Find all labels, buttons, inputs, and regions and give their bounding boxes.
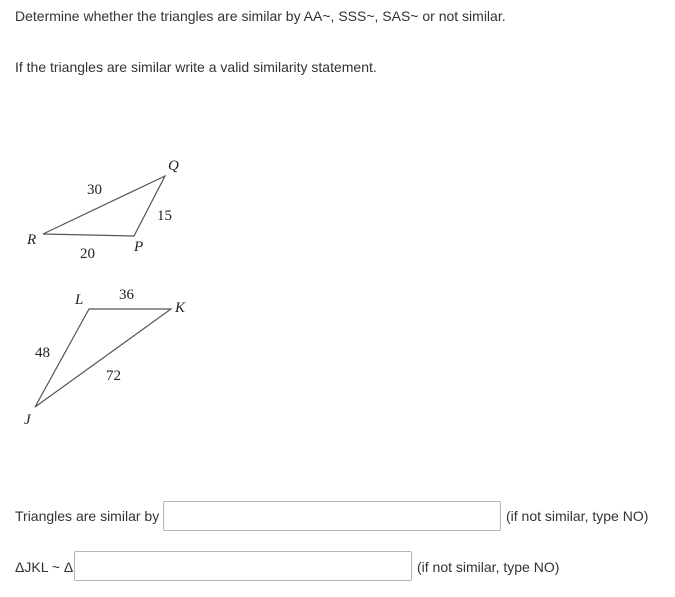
similar-by-input[interactable]: [163, 501, 501, 531]
vertex-l-label: L: [75, 292, 84, 308]
vertex-p-label: P: [134, 239, 144, 255]
similar-by-label: Triangles are similar by: [15, 508, 160, 524]
triangle-jlk: [35, 309, 171, 407]
triangle-rpq: [43, 176, 165, 236]
side-pq-length: 15: [157, 208, 172, 224]
question-subinstruction: If the triangles are similar write a valid similarity statement.: [15, 59, 377, 75]
similarity-statement-input[interactable]: [74, 551, 412, 581]
similarity-statement-hint: (if not similar, type NO): [417, 559, 560, 575]
vertex-r-label: R: [27, 232, 37, 248]
similar-by-hint: (if not similar, type NO): [506, 508, 649, 524]
side-rq-length: 30: [87, 182, 102, 198]
side-lk-length: 36: [119, 287, 134, 303]
vertex-j-label: J: [24, 412, 31, 428]
vertex-q-label: Q: [168, 158, 179, 174]
vertex-k-label: K: [175, 300, 186, 316]
side-jl-length: 48: [35, 345, 50, 361]
side-jk-length: 72: [106, 368, 121, 384]
question-instruction: Determine whether the triangles are similar by AA~, SSS~, SAS~ or not similar.: [15, 8, 506, 24]
side-rp-length: 20: [80, 246, 95, 262]
similarity-statement-label: ΔJKL ~ Δ: [15, 559, 74, 575]
